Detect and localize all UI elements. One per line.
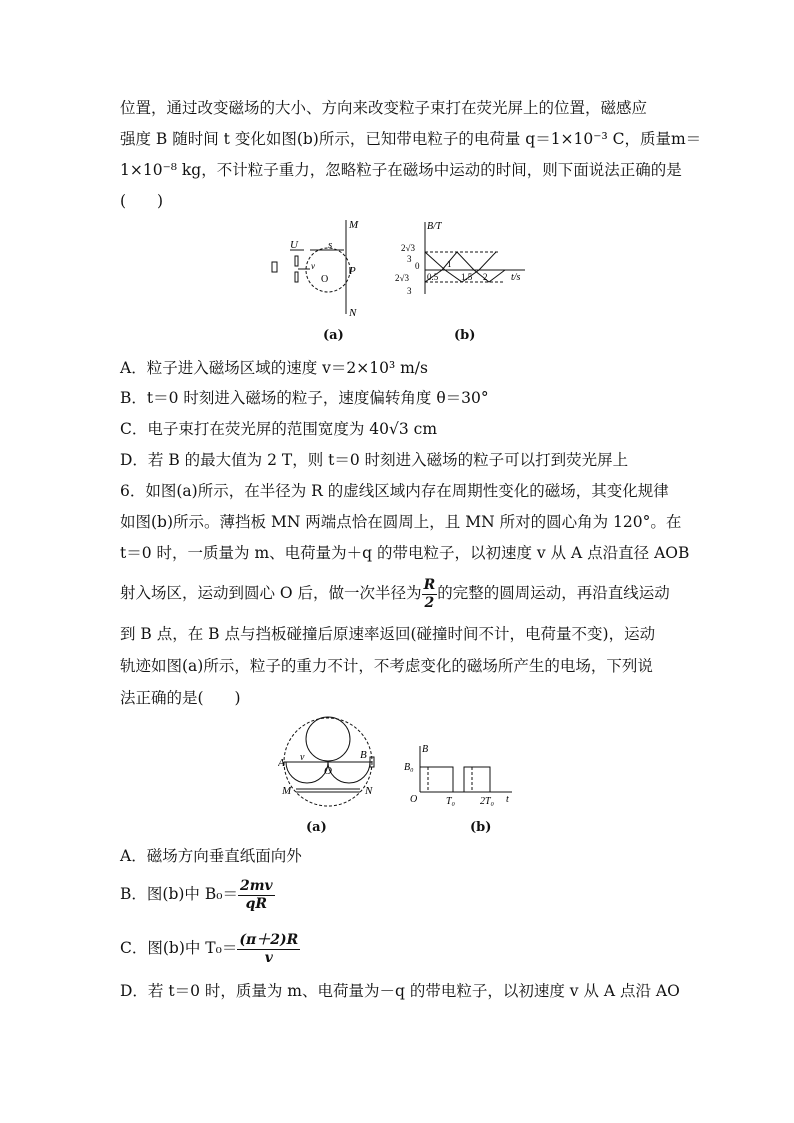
pulse-1: [420, 767, 453, 792]
plate-top: [295, 256, 298, 266]
axis-x-label: t/s: [511, 272, 521, 283]
b0-fraction: [238, 878, 275, 913]
q6-option-c-pre: C．图(b)中 T₀＝: [120, 939, 238, 957]
b0-numerator: 2mv: [239, 877, 273, 894]
2t0-label: 2T₀: [480, 796, 495, 807]
q6-option-b-pre: B．图(b)中 B₀＝: [120, 885, 238, 903]
q6-figure-a-caption: (a): [306, 820, 327, 835]
label-v: v: [300, 752, 305, 763]
q6-figure-b: [400, 740, 520, 810]
q6-text-line-4: [120, 574, 670, 612]
t0-fraction: [237, 932, 300, 967]
label-m: M: [282, 785, 292, 797]
q6-figure-a: [278, 710, 378, 816]
top-value-num: 2√3: [401, 243, 415, 253]
top-value-den: 3: [407, 254, 412, 264]
origin-label: 0: [415, 261, 420, 271]
label-o: O: [324, 765, 332, 777]
q5-figure-a-caption: (a): [323, 328, 344, 343]
q6-figure-b-caption: (b): [470, 820, 492, 835]
q6-text-line-1: 6．如图(a)所示，在半径为 R 的虚线区域内存在周期性变化的磁场，其变化规律: [120, 482, 669, 500]
q5-text-line-2: 强度 B 随时间 t 变化如图(b)所示，已知带电粒子的电荷量 q＝1×10⁻³ C，质量m＝: [120, 130, 702, 148]
tick-label-1: 1: [447, 259, 452, 269]
q6-line4-pre: 射入场区，运动到圆心 O 后，做一次半径为: [120, 584, 422, 602]
plate-bottom: [295, 272, 298, 282]
q6-text-line-2: 如图(b)所示。薄挡板 MN 两端点恰在圆周上，且 MN 所对的圆心角为 120°。在: [120, 513, 682, 531]
q6-text-line-7: 法正确的是( ): [120, 689, 241, 707]
q6-option-c: [120, 928, 300, 968]
origin-label: O: [410, 794, 418, 805]
q5-option-d: D．若 B 的最大值为 2 T，则 t＝0 时刻进入磁场的粒子可以打到荧光屏上: [120, 451, 629, 469]
q5-figure-a: [268, 212, 368, 322]
axis-y-label: B: [422, 744, 429, 755]
label-n: N: [349, 307, 357, 319]
label-b: B: [360, 749, 367, 761]
q6-option-d: D．若 t＝0 时，质量为 m、电荷量为－q 的带电粒子，以初速度 v 从 A 点沿 AO: [120, 982, 680, 1000]
q5-option-a: A．粒子进入磁场区域的速度 v＝2×10³ m/s: [120, 359, 428, 377]
q5-option-c: C．电子束打在荧光屏的范围宽度为 40√3 cm: [120, 420, 438, 438]
b0-label: B₀: [404, 762, 414, 773]
q5-text-line-1: 位置，通过改变磁场的大小、方向来改变粒子束打在荧光屏上的位置，磁感应: [120, 99, 648, 117]
q6-text-line-6: 轨迹如图(a)所示，粒子的重力不计，不考虑变化的磁场所产生的电场，下列说: [120, 657, 653, 675]
axis-y-label: B/T: [427, 221, 442, 232]
q5-option-b: B．t＝0 时刻进入磁场的粒子，速度偏转角度 θ＝30°: [120, 389, 489, 407]
fraction-numerator: R: [423, 576, 436, 593]
label-a: A: [278, 757, 285, 769]
neg-value-num: 2√3: [395, 273, 409, 283]
label-p: P: [349, 265, 356, 277]
t0-label: T₀: [446, 796, 456, 807]
q6-text-line-3: t＝0 时，一质量为 m、电荷量为＋q 的带电粒子，以初速度 v 从 A 点沿直径 AOB: [120, 544, 690, 562]
label-m: M: [349, 219, 359, 231]
label-u: U: [290, 239, 298, 251]
q6-text-line-5: 到 B 点，在 B 点与挡板碰撞后原速率返回(碰撞时间不计，电荷量不变)，运动: [120, 625, 656, 643]
tick-label-1-5: 1.5: [461, 272, 473, 282]
q5-figure-b: [395, 218, 535, 300]
tick-label-0-5: 0.5: [427, 272, 439, 282]
pulse-2: [464, 767, 490, 792]
q6-option-b: [120, 874, 275, 914]
fraction-denominator: 2: [424, 594, 435, 611]
neg-value-den: 3: [407, 286, 412, 296]
label-o: O: [321, 274, 329, 285]
q5-text-line-3: 1×10⁻⁸ kg，不计粒子重力，忽略粒子在磁场中运动的时间，则下面说法正确的是: [120, 161, 682, 179]
source-box: [272, 262, 277, 272]
r-over-2-fraction: [422, 577, 438, 612]
t0-numerator: (π＋2)R: [239, 931, 299, 948]
q6-line4-post: 的完整的圆周运动，再沿直线运动: [437, 584, 670, 602]
label-s: s: [328, 239, 333, 251]
upper-circle-track: [306, 717, 350, 761]
label-n: N: [365, 785, 373, 797]
q5-figure-b-caption: (b): [454, 328, 476, 343]
q6-option-a: A．磁场方向垂直纸面向外: [120, 847, 302, 865]
label-v: v: [311, 261, 315, 271]
q5-text-line-4: ( ): [120, 192, 164, 210]
b0-denominator: qR: [245, 895, 268, 912]
axis-x-label: t: [506, 794, 509, 805]
tick-label-2: 2: [483, 272, 488, 282]
t0-denominator: v: [264, 949, 273, 966]
